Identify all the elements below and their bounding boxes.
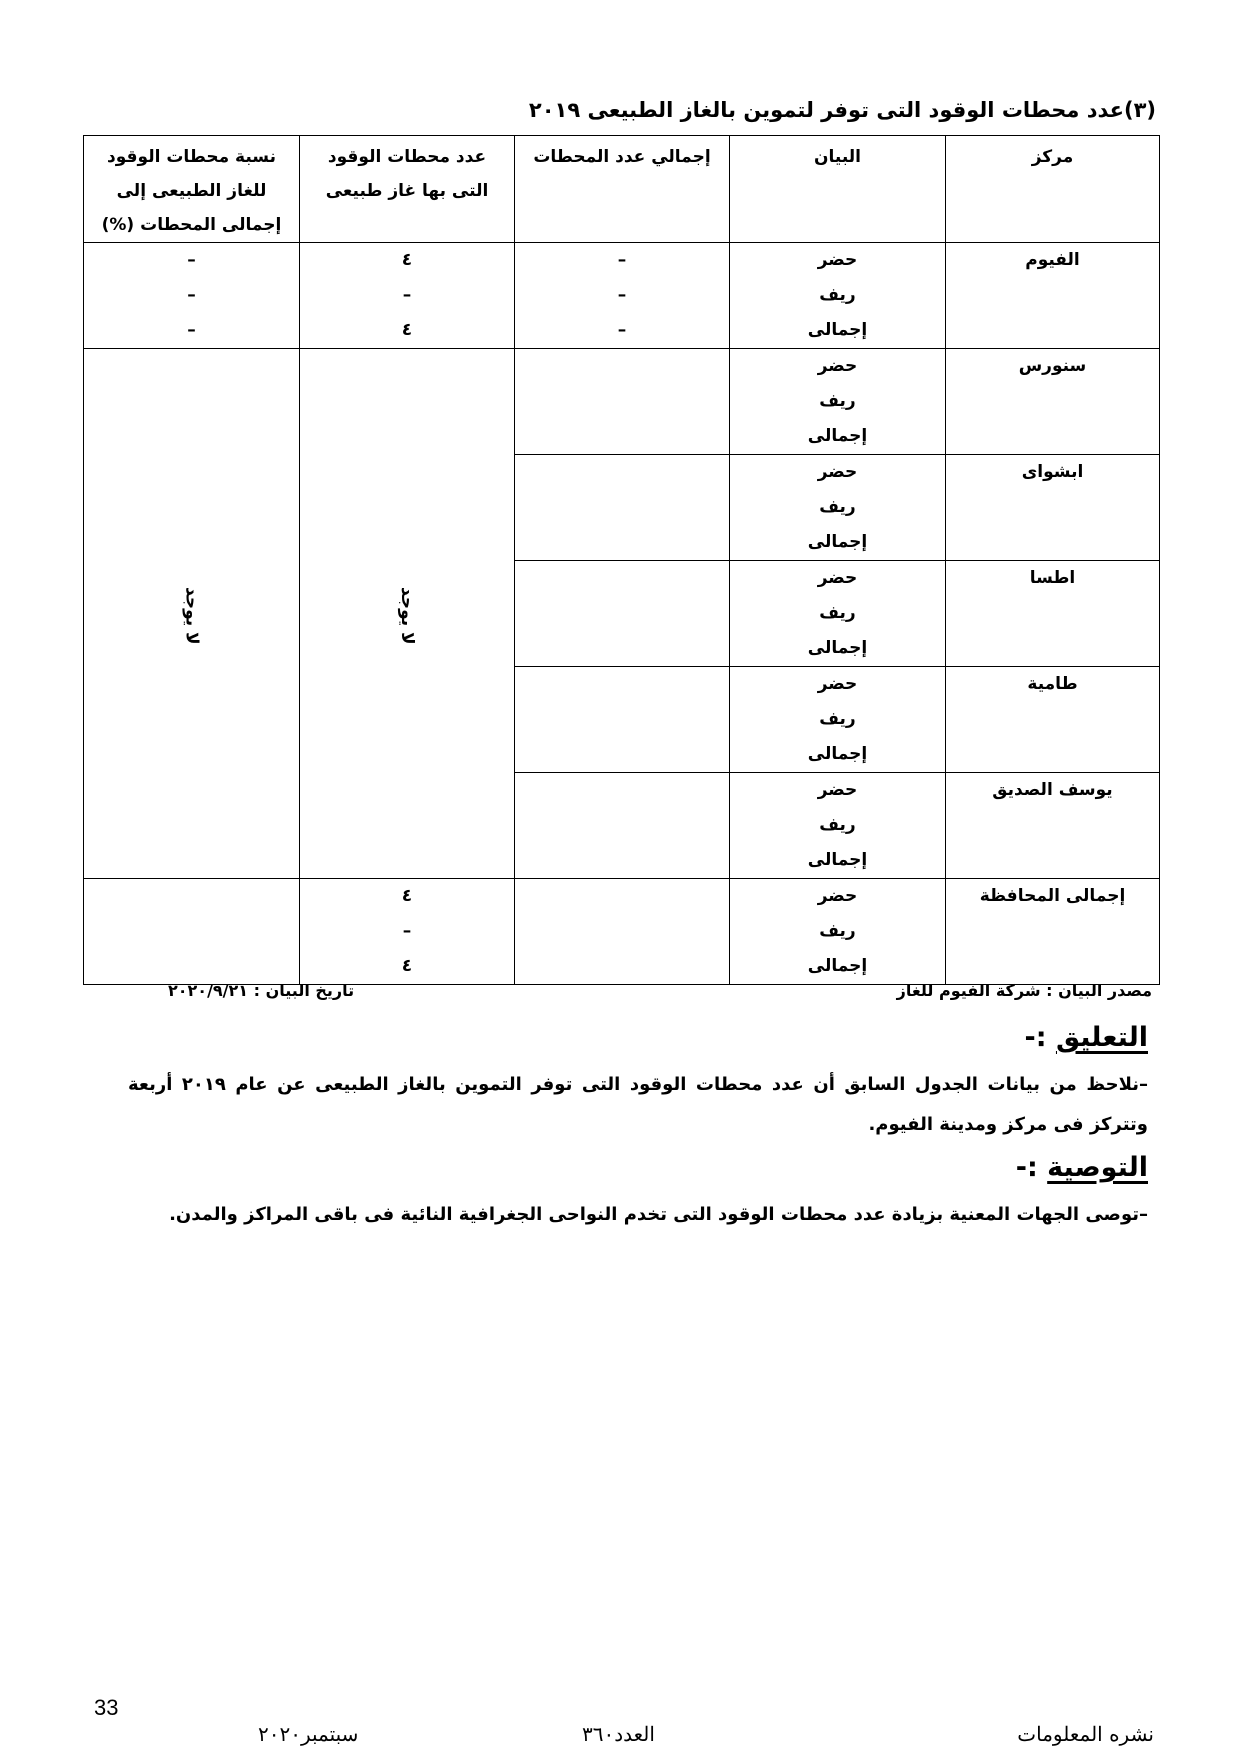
row-label-rural: ريف <box>819 921 856 941</box>
total-value: – <box>617 320 627 340</box>
row-label-urban: حضر <box>817 780 858 800</box>
table-row-governorate-total <box>84 879 1160 985</box>
data-source: مصدر البيان : شركة الفيوم للغاز <box>896 981 1152 1000</box>
table-row-sinnuris <box>84 349 1160 455</box>
gas-value: ٤ <box>401 320 413 340</box>
row-label-rural: ريف <box>819 603 856 623</box>
data-date: تاريخ البيان : ٢٠٢٠/٩/٢١ <box>168 981 355 1000</box>
row-label-urban: حضر <box>817 462 858 482</box>
center-name: طامية <box>1027 674 1078 694</box>
footer-month: سبتمبر٢٠٢٠ <box>258 1722 359 1746</box>
row-label-rural: ريف <box>819 709 856 729</box>
fuel-stations-table <box>83 135 1160 985</box>
row-label-rural: ريف <box>819 285 856 305</box>
gas-value: ٤ <box>401 250 413 270</box>
footer-publication: نشره المعلومات <box>1017 1722 1154 1746</box>
ratio-value: – <box>187 320 196 340</box>
row-label-total: إجمالى <box>807 956 868 976</box>
center-name: ابشواى <box>1021 462 1084 482</box>
table-title: (٣)عدد محطات الوقود التى توفر لتموين بالغاز الطبيعى ٢٠١٩ <box>528 98 1156 122</box>
recommendation-heading-text: التوصية <box>1047 1152 1148 1183</box>
total-cell-empty <box>515 561 730 667</box>
row-label-total: إجمالى <box>807 426 868 446</box>
gas-value: ٤ <box>401 886 413 906</box>
page-number: 33 <box>94 1695 119 1720</box>
row-label-rural: ريف <box>819 815 856 835</box>
comment-heading-text: التعليق <box>1055 1022 1148 1053</box>
gas-value: – <box>402 285 412 305</box>
table-row-fayoum <box>84 243 1160 349</box>
heading-suffix: :- <box>1015 1152 1048 1183</box>
merged-note: لا يوجد <box>397 587 417 645</box>
center-name: يوسف الصديق <box>992 780 1113 800</box>
total-cell-empty <box>515 879 730 985</box>
ratio-value: – <box>187 250 196 270</box>
row-label-total: إجمالى <box>807 532 868 552</box>
recommendation-heading <box>1016 1152 1148 1183</box>
row-label-urban: حضر <box>817 568 858 588</box>
comment-paragraph: –نلاحظ من بيانات الجدول السابق أن عدد محطات الوقود التى توفر التموين بالغاز الطبيعى عن عام ٢٠١٩ أربعة وتتركز فى مركز ومدينة الفيوم. <box>128 1074 1148 1135</box>
center-name: الفيوم <box>1025 250 1080 270</box>
gas-merged-cell <box>300 349 515 879</box>
total-cell-empty <box>515 667 730 773</box>
ratio-value: – <box>187 285 196 305</box>
row-label-rural: ريف <box>819 391 856 411</box>
header-ratio: نسبة محطات الوقود للغاز الطبيعى إلى إجمالى المحطات (%) <box>84 136 300 243</box>
total-cell-empty <box>515 455 730 561</box>
row-label-total: إجمالى <box>807 320 868 340</box>
row-label-total: إجمالى <box>807 638 868 658</box>
footer-issue: العدد٣٦٠ <box>582 1722 655 1746</box>
total-cell-empty <box>515 349 730 455</box>
heading-suffix: :- <box>1024 1022 1056 1053</box>
row-label-urban: حضر <box>817 886 858 906</box>
row-label-total: إجمالى <box>807 744 868 764</box>
ratio-cell-empty <box>84 879 300 985</box>
table-header-row <box>84 136 1160 243</box>
header-center: مركز <box>946 136 1160 243</box>
header-statement: البيان <box>730 136 946 243</box>
recommendation-paragraph: –توصى الجهات المعنية بزيادة عدد محطات الوقود التى تخدم النواحى الجغرافية النائية فى باقى المراكز والمدن. <box>169 1204 1148 1225</box>
row-label-total: إجمالى <box>807 850 868 870</box>
gas-value: – <box>402 921 412 941</box>
center-name: إجمالى المحافظة <box>979 886 1126 906</box>
merged-note: لا يوجد <box>181 587 202 645</box>
comment-heading <box>1025 1022 1148 1053</box>
row-label-urban: حضر <box>817 674 858 694</box>
center-name: اطسا <box>1029 568 1076 588</box>
total-value: – <box>617 250 627 270</box>
total-value: – <box>617 285 627 305</box>
ratio-merged-cell <box>84 349 300 879</box>
row-label-urban: حضر <box>817 250 858 270</box>
header-gas-stations: عدد محطات الوقود التى بها غاز طبيعى <box>300 136 515 243</box>
header-total-stations: إجمالي عدد المحطات <box>515 136 730 243</box>
row-label-urban: حضر <box>817 356 858 376</box>
total-cell-empty <box>515 773 730 879</box>
center-name: سنورس <box>1018 356 1087 376</box>
row-label-rural: ريف <box>819 497 856 517</box>
gas-value: ٤ <box>401 956 413 976</box>
